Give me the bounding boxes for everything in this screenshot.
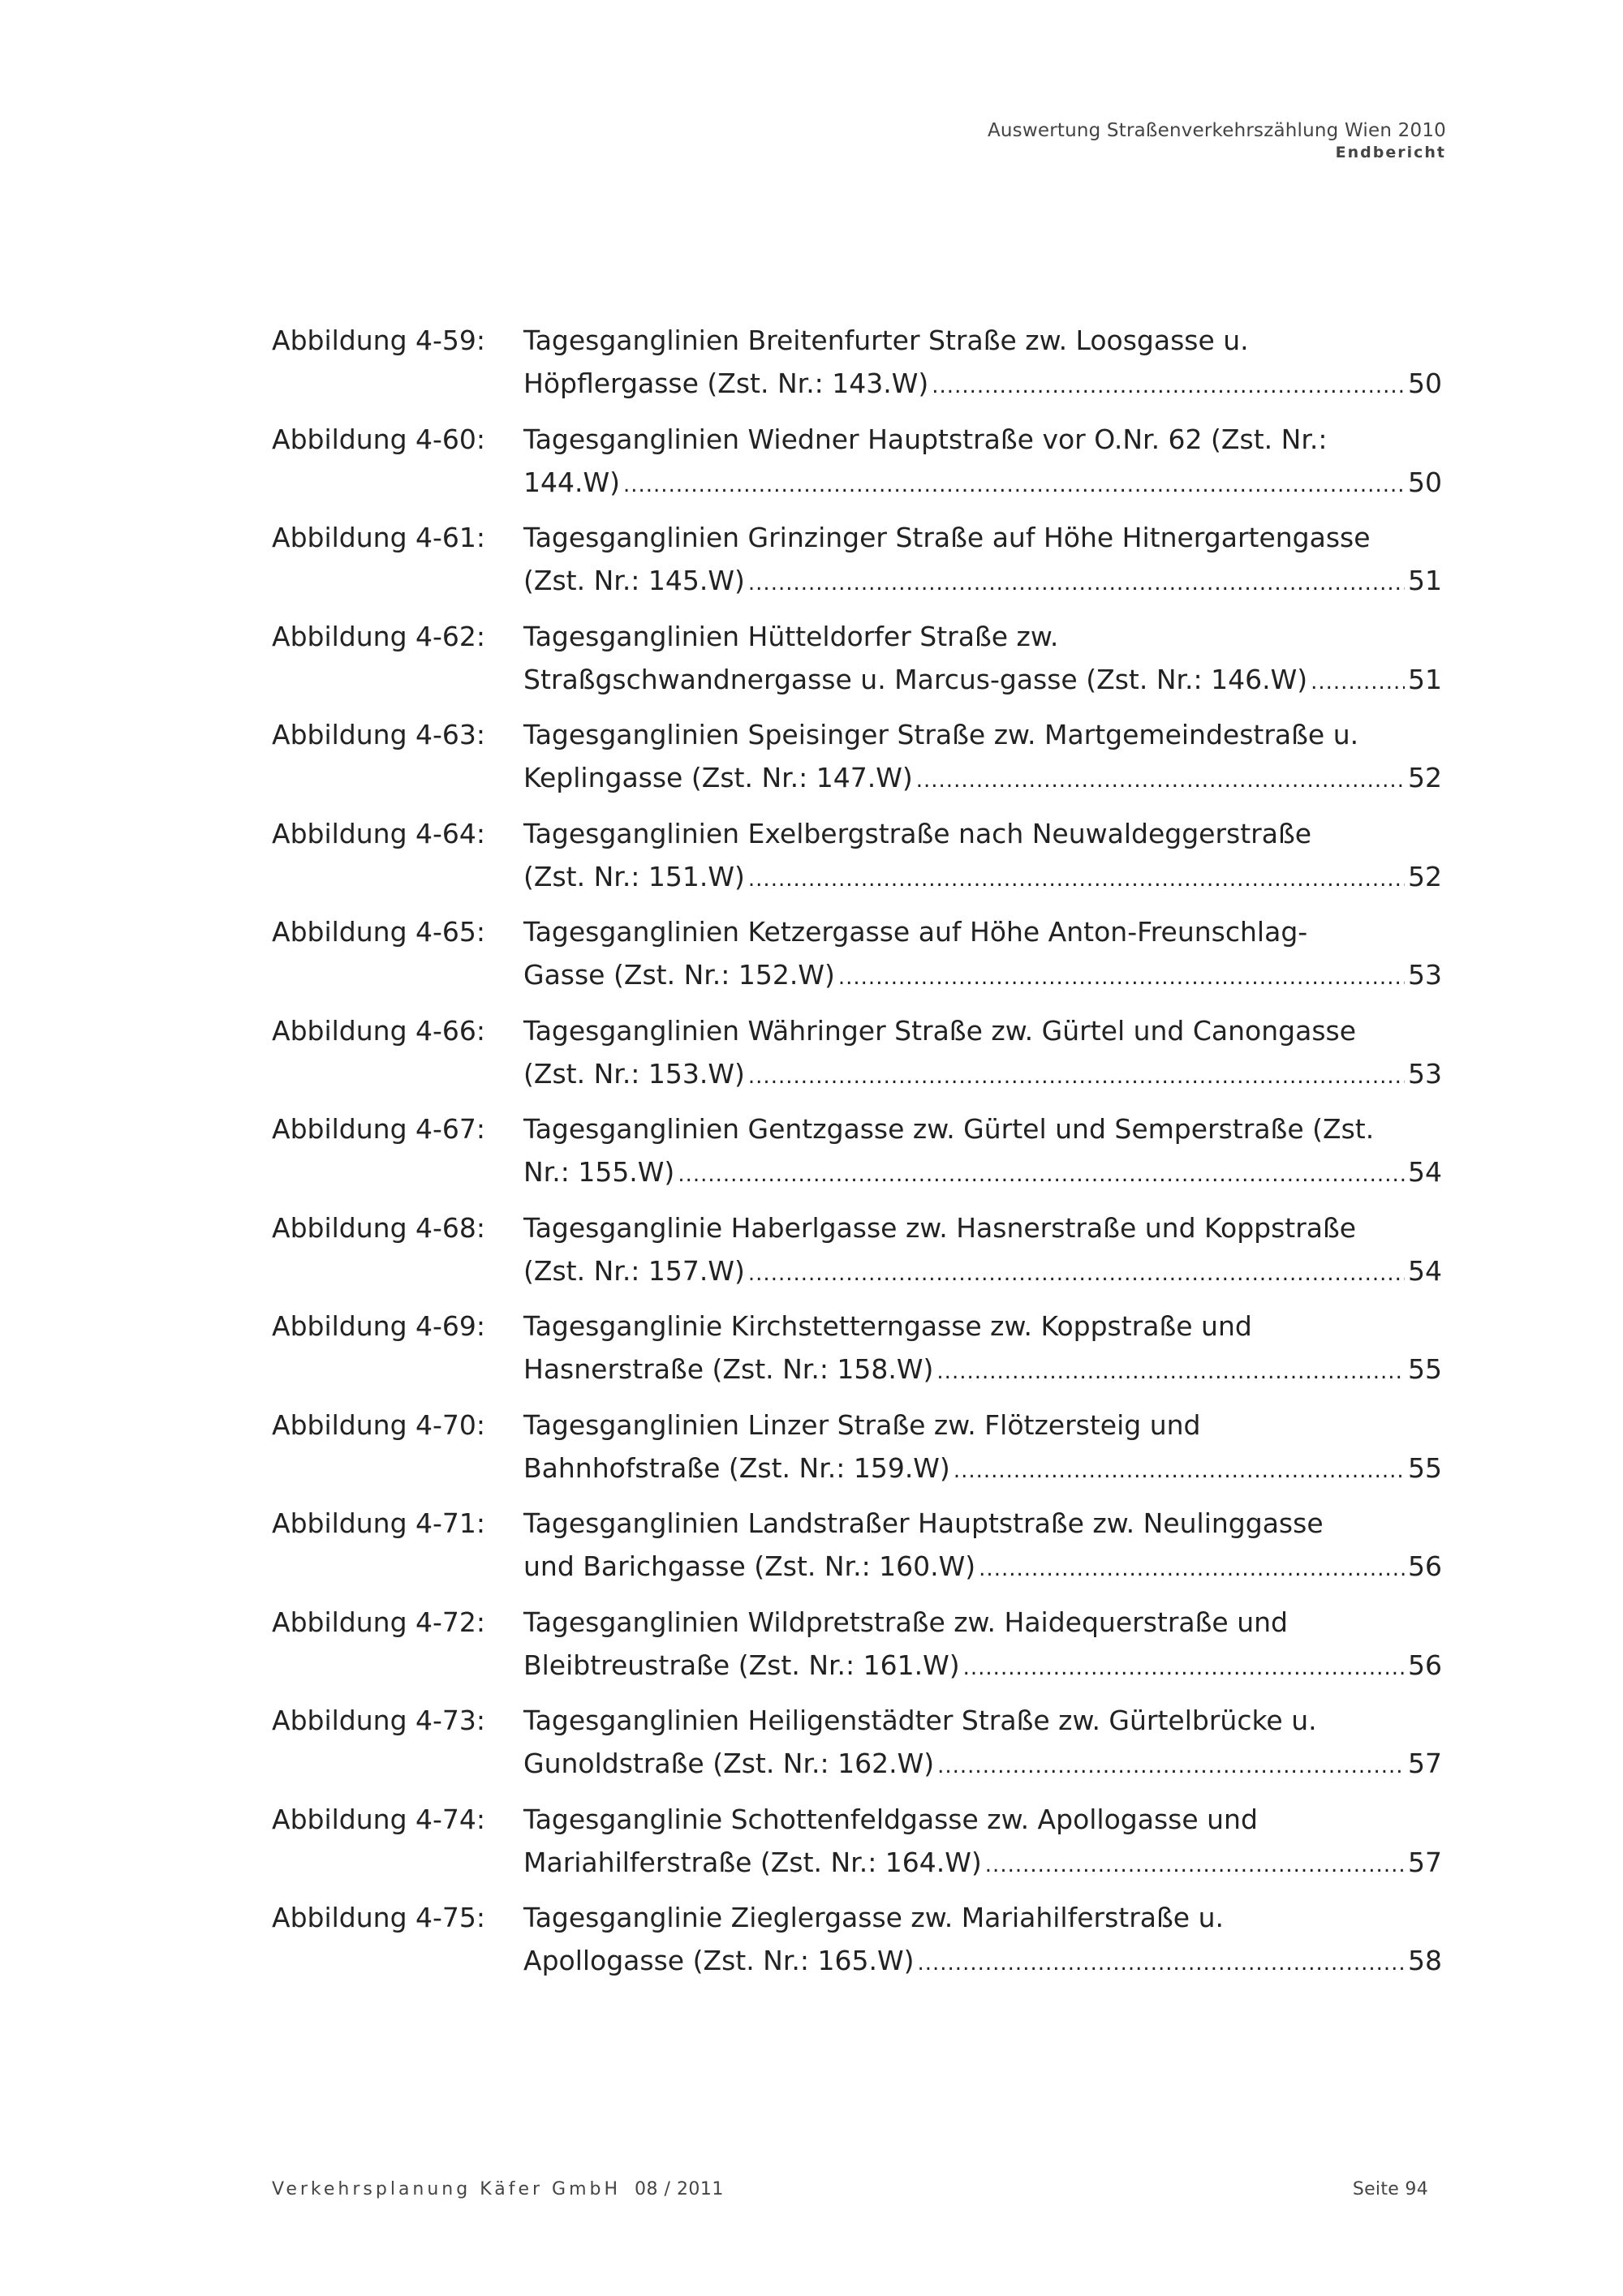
entry-title-line2-row	[523, 1841, 1442, 1887]
entry-body	[523, 812, 1442, 911]
entry-title-line2: Mariahilferstraße (Zst. Nr.: 164.W)	[523, 1846, 982, 1878]
entry-label: Abbildung 4-65:	[272, 916, 486, 948]
entry-page-number: 51	[1408, 565, 1442, 596]
entry-title-line2-row	[523, 855, 1442, 901]
entry-body	[523, 1009, 1442, 1108]
toc-entry[interactable]	[272, 1305, 1442, 1404]
entry-body	[523, 1107, 1442, 1206]
entry-title-line1: Tagesganglinie Haberlgasse zw. Hasnerstraße und Koppstraße	[523, 1211, 1357, 1244]
toc-entry[interactable]	[272, 319, 1442, 418]
entry-page-number: 58	[1408, 1945, 1442, 1976]
entry-title-line1: Tagesganglinie Schottenfeldgasse zw. Apollogasse und	[523, 1803, 1258, 1835]
entry-page-number: 55	[1408, 1451, 1442, 1484]
entry-page-number: 52	[1408, 860, 1442, 892]
entry-page-number: 53	[1408, 959, 1442, 991]
entry-label: Abbildung 4-60:	[272, 423, 486, 455]
entry-title-line1: Tagesganglinien Währinger Straße zw. Gürtel und Canongasse	[523, 1014, 1357, 1047]
entry-title-line2: Höpflergasse (Zst. Nr.: 143.W)	[523, 368, 929, 399]
toc-entry[interactable]	[272, 1206, 1442, 1305]
entry-label: Abbildung 4-74:	[272, 1803, 486, 1835]
entry-page-number: 57	[1408, 1748, 1442, 1779]
entry-page-number: 54	[1408, 1254, 1442, 1287]
entry-title-line2-row	[523, 1348, 1442, 1394]
dot-leader	[936, 1351, 1405, 1394]
toc-entry[interactable]	[272, 1896, 1442, 1995]
entry-label: Abbildung 4-67:	[272, 1113, 486, 1145]
list-of-figures	[272, 319, 1442, 1995]
entry-title-line1: Tagesganglinien Wildpretstraße zw. Haidequerstraße und	[523, 1606, 1288, 1638]
toc-entry[interactable]	[272, 1502, 1442, 1601]
entry-title-line2: (Zst. Nr.: 145.W)	[523, 565, 745, 596]
dot-leader	[748, 1056, 1405, 1099]
footer-left	[272, 2179, 724, 2199]
entry-title-line2-row	[523, 461, 1442, 507]
footer-date: 08 / 2011	[635, 2179, 724, 2199]
toc-entry[interactable]	[272, 1107, 1442, 1206]
entry-title-line2: Gunoldstraße (Zst. Nr.: 162.W)	[523, 1748, 935, 1779]
entry-label: Abbildung 4-72:	[272, 1606, 486, 1638]
entry-body	[523, 910, 1442, 1009]
entry-body	[523, 1699, 1442, 1798]
toc-entry[interactable]	[272, 1404, 1442, 1503]
dot-leader	[932, 365, 1405, 408]
entry-title-line2-row	[523, 756, 1442, 802]
dot-leader	[838, 957, 1405, 1000]
dot-leader	[954, 1450, 1405, 1493]
entry-page-number: 56	[1408, 1550, 1442, 1582]
entry-body	[523, 1502, 1442, 1601]
entry-page-number: 53	[1408, 1057, 1442, 1090]
entry-title-line2-row	[523, 559, 1442, 605]
page-footer	[272, 2179, 1428, 2199]
entry-title-line2: (Zst. Nr.: 151.W)	[523, 860, 745, 892]
dot-leader	[623, 464, 1405, 507]
entry-page-number: 55	[1408, 1353, 1442, 1385]
dot-leader	[917, 1942, 1405, 1985]
entry-label: Abbildung 4-69:	[272, 1310, 486, 1342]
entry-title-line1: Tagesganglinien Breitenfurter Straße zw. Loosgasse u.	[523, 325, 1249, 356]
entry-title-line2-row	[523, 1249, 1442, 1296]
entry-body	[523, 1896, 1442, 1995]
entry-title-line2: Gasse (Zst. Nr.: 152.W)	[523, 959, 835, 991]
entry-title-line2: (Zst. Nr.: 153.W)	[523, 1057, 745, 1090]
entry-title-line2: Bahnhofstraße (Zst. Nr.: 159.W)	[523, 1451, 950, 1484]
entry-body	[523, 1404, 1442, 1503]
header-subtitle: Endbericht	[1335, 144, 1446, 161]
entry-title-line2: Nr.: 155.W)	[523, 1156, 675, 1188]
entry-title-line2-row	[523, 1939, 1442, 1985]
entry-label: Abbildung 4-73:	[272, 1705, 486, 1736]
entry-label: Abbildung 4-61:	[272, 522, 486, 553]
entry-title-line2-row	[523, 1052, 1442, 1099]
dot-leader	[963, 1647, 1405, 1690]
toc-entry[interactable]	[272, 1009, 1442, 1108]
dot-leader	[979, 1548, 1405, 1591]
entry-page-number: 52	[1408, 762, 1442, 793]
entry-body	[523, 319, 1442, 418]
entry-label: Abbildung 4-70:	[272, 1408, 486, 1441]
entry-body	[523, 1305, 1442, 1404]
entry-title-line2: Apollogasse (Zst. Nr.: 165.W)	[523, 1945, 915, 1976]
entry-title-line2: und Barichgasse (Zst. Nr.: 160.W)	[523, 1550, 976, 1582]
entry-label: Abbildung 4-75:	[272, 1902, 486, 1933]
dot-leader	[678, 1154, 1405, 1197]
toc-entry[interactable]	[272, 713, 1442, 812]
footer-page-number: Seite 94	[1352, 2179, 1428, 2199]
entry-title-line2: (Zst. Nr.: 157.W)	[523, 1254, 745, 1287]
header-title: Auswertung Straßenverkehrszählung Wien 2010	[987, 120, 1446, 141]
entry-title-line1: Tagesganglinien Landstraßer Hauptstraße zw. Neulinggasse	[523, 1507, 1324, 1539]
entry-page-number: 51	[1408, 663, 1442, 695]
entry-label: Abbildung 4-63:	[272, 719, 486, 750]
dot-leader	[748, 858, 1405, 901]
toc-entry[interactable]	[272, 516, 1442, 615]
toc-entry[interactable]	[272, 812, 1442, 911]
entry-page-number: 57	[1408, 1846, 1442, 1878]
entry-title-line2: Hasnerstraße (Zst. Nr.: 158.W)	[523, 1353, 934, 1385]
dot-leader	[1311, 661, 1405, 704]
entry-title-line2-row	[523, 1447, 1442, 1493]
entry-page-number: 54	[1408, 1156, 1442, 1188]
entry-title-line2-row	[523, 953, 1442, 1000]
entry-body	[523, 1206, 1442, 1305]
entry-title-line1: Tagesganglinien Wiedner Hauptstraße vor O.Nr. 62 (Zst. Nr.:	[523, 423, 1328, 455]
entry-label: Abbildung 4-64:	[272, 817, 486, 849]
dot-leader	[937, 1745, 1405, 1788]
dot-leader	[748, 562, 1405, 605]
dot-leader	[916, 759, 1405, 802]
toc-entry[interactable]	[272, 418, 1442, 517]
entry-page-number: 50	[1408, 368, 1442, 399]
entry-body	[523, 1798, 1442, 1897]
entry-label: Abbildung 4-66:	[272, 1014, 486, 1047]
entry-title-line2-row	[523, 1150, 1442, 1197]
entry-page-number: 56	[1408, 1649, 1442, 1681]
entry-title-line1: Tagesganglinien Hütteldorfer Straße zw.	[523, 620, 1059, 652]
entry-title-line1: Tagesganglinien Ketzergasse auf Höhe Anton-Freunschlag-	[523, 916, 1308, 948]
entry-title-line2-row	[523, 658, 1442, 704]
entry-page-number: 50	[1408, 466, 1442, 498]
entry-title-line1: Tagesganglinien Linzer Straße zw. Flötzersteig und	[523, 1408, 1201, 1441]
toc-entry[interactable]	[272, 1601, 1442, 1700]
entry-title-line1: Tagesganglinie Zieglergasse zw. Mariahilferstraße u.	[523, 1902, 1224, 1933]
entry-title-line1: Tagesganglinien Gentzgasse zw. Gürtel und Semperstraße (Zst.	[523, 1113, 1375, 1145]
entry-label: Abbildung 4-59:	[272, 325, 486, 356]
toc-entry[interactable]	[272, 615, 1442, 714]
entry-label: Abbildung 4-68:	[272, 1211, 486, 1244]
entry-title-line2: Straßgschwandnergasse u. Marcus-gasse (Zst. Nr.: 146.W)	[523, 663, 1308, 695]
entry-title-line2: Keplingasse (Zst. Nr.: 147.W)	[523, 762, 913, 793]
entry-title-line1: Tagesganglinien Heiligenstädter Straße zw. Gürtelbrücke u.	[523, 1705, 1317, 1736]
toc-entry[interactable]	[272, 1798, 1442, 1897]
toc-entry[interactable]	[272, 910, 1442, 1009]
footer-company: Verkehrsplanung Käfer GmbH	[272, 2179, 622, 2199]
entry-body	[523, 1601, 1442, 1700]
entry-body	[523, 615, 1442, 714]
entry-title-line2-row	[523, 1644, 1442, 1690]
entry-title-line2: Bleibtreustraße (Zst. Nr.: 161.W)	[523, 1649, 960, 1681]
entry-label: Abbildung 4-71:	[272, 1507, 486, 1539]
dot-leader	[985, 1844, 1405, 1887]
entry-title-line1: Tagesganglinien Exelbergstraße nach Neuwaldeggerstraße	[523, 817, 1312, 849]
entry-title-line2: 144.W)	[523, 466, 620, 498]
entry-body	[523, 713, 1442, 812]
entry-body	[523, 516, 1442, 615]
entry-title-line2-row	[523, 362, 1442, 408]
entry-body	[523, 418, 1442, 517]
entry-label: Abbildung 4-62:	[272, 620, 486, 652]
page-header	[988, 118, 1446, 162]
dot-leader	[748, 1253, 1405, 1296]
entry-title-line1: Tagesganglinien Speisinger Straße zw. Martgemeindestraße u.	[523, 719, 1359, 750]
toc-entry[interactable]	[272, 1699, 1442, 1798]
entry-title-line2-row	[523, 1545, 1442, 1591]
entry-title-line2-row	[523, 1742, 1442, 1788]
entry-title-line1: Tagesganglinien Grinzinger Straße auf Höhe Hitnergartengasse	[523, 522, 1371, 553]
entry-title-line1: Tagesganglinie Kirchstetterngasse zw. Koppstraße und	[523, 1310, 1252, 1342]
